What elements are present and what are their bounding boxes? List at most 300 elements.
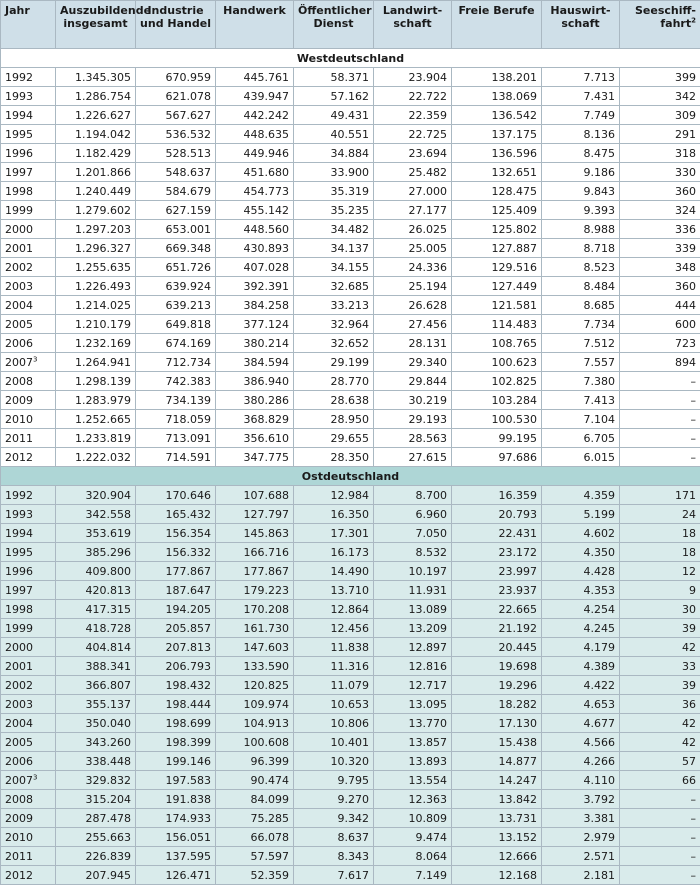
- column-header-label: Auszubildende insgesamt: [60, 4, 151, 30]
- value-cell: 718.059: [136, 410, 216, 429]
- year-cell: [1, 410, 56, 429]
- table-row: [1, 87, 700, 106]
- year-cell: [1, 334, 56, 353]
- value-cell: 137.595: [136, 847, 216, 866]
- value-cell: 420.813: [56, 581, 136, 600]
- value-cell: 11.838: [294, 638, 374, 657]
- year-cell: [1, 429, 56, 448]
- value-cell: 567.627: [136, 106, 216, 125]
- section-title: Westdeutschland: [1, 49, 700, 68]
- value-cell: 52.359: [216, 866, 294, 885]
- value-cell: 3.381: [542, 809, 620, 828]
- column-header-label: Industrie und Handel: [140, 4, 211, 30]
- year-label: 1995: [5, 546, 33, 559]
- value-cell: 100.530: [452, 410, 542, 429]
- year-label: 2009: [5, 394, 33, 407]
- year-label: 2012: [5, 869, 33, 882]
- year-label: 1994: [5, 109, 33, 122]
- table-row: [1, 296, 700, 315]
- table-row: [1, 334, 700, 353]
- value-cell: 104.913: [216, 714, 294, 733]
- value-cell: 536.532: [136, 125, 216, 144]
- table-row: [1, 543, 700, 562]
- value-cell: 22.722: [374, 87, 452, 106]
- value-cell: 28.131: [374, 334, 452, 353]
- value-cell: 4.653: [542, 695, 620, 714]
- value-cell: 651.726: [136, 258, 216, 277]
- year-cell: [1, 771, 56, 790]
- value-cell: 23.694: [374, 144, 452, 163]
- value-cell: 226.839: [56, 847, 136, 866]
- value-cell: 12.897: [374, 638, 452, 657]
- value-cell: 109.974: [216, 695, 294, 714]
- value-cell: –: [620, 429, 700, 448]
- value-cell: 12.168: [452, 866, 542, 885]
- year-label: 2010: [5, 831, 33, 844]
- value-cell: 9.342: [294, 809, 374, 828]
- column-header-label: Hauswirt-schaft: [550, 4, 610, 30]
- value-cell: 207.813: [136, 638, 216, 657]
- value-cell: 108.765: [452, 334, 542, 353]
- value-cell: 9.795: [294, 771, 374, 790]
- table-row: [1, 657, 700, 676]
- table-row: [1, 486, 700, 505]
- value-cell: 404.814: [56, 638, 136, 657]
- value-cell: 639.213: [136, 296, 216, 315]
- value-cell: 13.152: [452, 828, 542, 847]
- value-cell: 49.431: [294, 106, 374, 125]
- value-cell: 23.997: [452, 562, 542, 581]
- value-cell: 25.005: [374, 239, 452, 258]
- value-cell: –: [620, 828, 700, 847]
- value-cell: 25.194: [374, 277, 452, 296]
- table-row: [1, 372, 700, 391]
- year-cell: [1, 543, 56, 562]
- value-cell: 13.857: [374, 733, 452, 752]
- table-row: [1, 828, 700, 847]
- value-cell: 1.297.203: [56, 220, 136, 239]
- value-cell: 12.363: [374, 790, 452, 809]
- value-cell: 156.354: [136, 524, 216, 543]
- table-row: [1, 562, 700, 581]
- value-cell: 399: [620, 68, 700, 87]
- year-cell: [1, 581, 56, 600]
- year-cell: [1, 638, 56, 657]
- value-cell: 430.893: [216, 239, 294, 258]
- value-cell: 439.947: [216, 87, 294, 106]
- value-cell: 380.214: [216, 334, 294, 353]
- value-cell: 4.350: [542, 543, 620, 562]
- year-label: 1996: [5, 565, 33, 578]
- value-cell: 669.348: [136, 239, 216, 258]
- value-cell: 147.603: [216, 638, 294, 657]
- footnote-marker: 3: [33, 773, 37, 781]
- year-label: 1993: [5, 508, 33, 521]
- value-cell: 13.209: [374, 619, 452, 638]
- table-row: [1, 68, 700, 87]
- value-cell: 384.258: [216, 296, 294, 315]
- year-cell: [1, 486, 56, 505]
- value-cell: 114.483: [452, 315, 542, 334]
- value-cell: 132.651: [452, 163, 542, 182]
- value-cell: 342: [620, 87, 700, 106]
- value-cell: 712.734: [136, 353, 216, 372]
- year-label: 2004: [5, 299, 33, 312]
- table-row: [1, 714, 700, 733]
- year-cell: [1, 714, 56, 733]
- value-cell: 8.484: [542, 277, 620, 296]
- value-cell: 8.685: [542, 296, 620, 315]
- value-cell: 8.523: [542, 258, 620, 277]
- year-label: 2001: [5, 242, 33, 255]
- value-cell: 29.193: [374, 410, 452, 429]
- value-cell: 125.409: [452, 201, 542, 220]
- value-cell: 7.713: [542, 68, 620, 87]
- year-label: 2005: [5, 736, 33, 749]
- value-cell: 7.557: [542, 353, 620, 372]
- value-cell: 4.428: [542, 562, 620, 581]
- value-cell: 15.438: [452, 733, 542, 752]
- year-label: 1998: [5, 603, 33, 616]
- value-cell: 107.688: [216, 486, 294, 505]
- value-cell: 137.175: [452, 125, 542, 144]
- column-header-label: Öffentlicher Dienst: [298, 4, 372, 30]
- value-cell: 16.350: [294, 505, 374, 524]
- value-cell: 127.449: [452, 277, 542, 296]
- year-label: 2001: [5, 660, 33, 673]
- value-cell: 10.320: [294, 752, 374, 771]
- east-section: [1, 467, 700, 885]
- value-cell: 714.591: [136, 448, 216, 467]
- value-cell: 10.401: [294, 733, 374, 752]
- table-row: [1, 619, 700, 638]
- west-section: [1, 49, 700, 467]
- value-cell: 670.959: [136, 68, 216, 87]
- value-cell: 128.475: [452, 182, 542, 201]
- year-cell: [1, 809, 56, 828]
- value-cell: 338.448: [56, 752, 136, 771]
- value-cell: 366.807: [56, 676, 136, 695]
- value-cell: 29.340: [374, 353, 452, 372]
- value-cell: 20.793: [452, 505, 542, 524]
- year-cell: [1, 676, 56, 695]
- value-cell: 22.665: [452, 600, 542, 619]
- value-cell: 4.422: [542, 676, 620, 695]
- value-cell: 170.646: [136, 486, 216, 505]
- value-cell: 384.594: [216, 353, 294, 372]
- value-cell: 18: [620, 524, 700, 543]
- column-header-label: Seeschiff-fahrt: [635, 4, 696, 30]
- value-cell: 10.809: [374, 809, 452, 828]
- value-cell: 28.638: [294, 391, 374, 410]
- value-cell: 12.666: [452, 847, 542, 866]
- value-cell: 347.775: [216, 448, 294, 467]
- value-cell: 28.563: [374, 429, 452, 448]
- value-cell: 156.332: [136, 543, 216, 562]
- year-cell: [1, 258, 56, 277]
- value-cell: 639.924: [136, 277, 216, 296]
- value-cell: 57: [620, 752, 700, 771]
- value-cell: 29.844: [374, 372, 452, 391]
- value-cell: 27.177: [374, 201, 452, 220]
- value-cell: 9.270: [294, 790, 374, 809]
- value-cell: 13.089: [374, 600, 452, 619]
- value-cell: 1.201.866: [56, 163, 136, 182]
- value-cell: 1.210.179: [56, 315, 136, 334]
- value-cell: 12.717: [374, 676, 452, 695]
- year-label: 2011: [5, 850, 33, 863]
- value-cell: 9: [620, 581, 700, 600]
- table-row: [1, 201, 700, 220]
- column-header-od: [294, 1, 374, 49]
- value-cell: 455.142: [216, 201, 294, 220]
- value-cell: 355.137: [56, 695, 136, 714]
- value-cell: 7.617: [294, 866, 374, 885]
- value-cell: 353.619: [56, 524, 136, 543]
- year-cell: [1, 524, 56, 543]
- value-cell: 127.887: [452, 239, 542, 258]
- year-label: 2005: [5, 318, 33, 331]
- table-row: [1, 752, 700, 771]
- value-cell: 12.864: [294, 600, 374, 619]
- year-label: 1995: [5, 128, 33, 141]
- year-cell: [1, 163, 56, 182]
- value-cell: 8.475: [542, 144, 620, 163]
- value-cell: 713.091: [136, 429, 216, 448]
- value-cell: 103.284: [452, 391, 542, 410]
- value-cell: 742.383: [136, 372, 216, 391]
- value-cell: 1.296.327: [56, 239, 136, 258]
- value-cell: 100.608: [216, 733, 294, 752]
- value-cell: 348: [620, 258, 700, 277]
- table-row: [1, 144, 700, 163]
- value-cell: 194.205: [136, 600, 216, 619]
- value-cell: 19.698: [452, 657, 542, 676]
- year-label: 2009: [5, 812, 33, 825]
- value-cell: 1.226.627: [56, 106, 136, 125]
- year-cell: [1, 239, 56, 258]
- value-cell: 27.000: [374, 182, 452, 201]
- value-cell: 13.770: [374, 714, 452, 733]
- value-cell: 8.718: [542, 239, 620, 258]
- year-cell: [1, 144, 56, 163]
- year-label: 2002: [5, 261, 33, 274]
- value-cell: 102.825: [452, 372, 542, 391]
- value-cell: 40.551: [294, 125, 374, 144]
- table-row: [1, 429, 700, 448]
- value-cell: –: [620, 809, 700, 828]
- value-cell: 33.213: [294, 296, 374, 315]
- footnote-marker: 2: [691, 16, 696, 24]
- year-cell: [1, 68, 56, 87]
- value-cell: 198.444: [136, 695, 216, 714]
- value-cell: 7.431: [542, 87, 620, 106]
- value-cell: 18: [620, 543, 700, 562]
- year-cell: [1, 600, 56, 619]
- value-cell: 1.298.139: [56, 372, 136, 391]
- value-cell: 528.513: [136, 144, 216, 163]
- value-cell: 171: [620, 486, 700, 505]
- value-cell: 120.825: [216, 676, 294, 695]
- year-cell: [1, 372, 56, 391]
- value-cell: 12.456: [294, 619, 374, 638]
- value-cell: 448.560: [216, 220, 294, 239]
- table-row: [1, 410, 700, 429]
- value-cell: 24.336: [374, 258, 452, 277]
- column-header-hw: [216, 1, 294, 49]
- year-label: 2012: [5, 451, 33, 464]
- value-cell: 138.201: [452, 68, 542, 87]
- year-label: 2008: [5, 375, 33, 388]
- value-cell: 26.025: [374, 220, 452, 239]
- value-cell: 445.761: [216, 68, 294, 87]
- value-cell: 30.219: [374, 391, 452, 410]
- value-cell: 206.793: [136, 657, 216, 676]
- value-cell: 1.283.979: [56, 391, 136, 410]
- value-cell: 449.946: [216, 144, 294, 163]
- table-row: [1, 676, 700, 695]
- value-cell: 14.490: [294, 562, 374, 581]
- table-row: [1, 315, 700, 334]
- year-label: 1998: [5, 185, 33, 198]
- column-header-label: Jahr: [5, 4, 30, 17]
- value-cell: 894: [620, 353, 700, 372]
- year-label: 1994: [5, 527, 33, 540]
- year-cell: [1, 847, 56, 866]
- column-header-hws: [542, 1, 620, 49]
- year-label: 1999: [5, 204, 33, 217]
- value-cell: 600: [620, 315, 700, 334]
- section-title-row: [1, 49, 700, 68]
- value-cell: –: [620, 790, 700, 809]
- value-cell: 13.731: [452, 809, 542, 828]
- table-row: [1, 790, 700, 809]
- year-cell: [1, 125, 56, 144]
- value-cell: 35.235: [294, 201, 374, 220]
- value-cell: 17.301: [294, 524, 374, 543]
- value-cell: 1.286.754: [56, 87, 136, 106]
- value-cell: –: [620, 448, 700, 467]
- column-header-fb: [452, 1, 542, 49]
- value-cell: 318: [620, 144, 700, 163]
- value-cell: 329.832: [56, 771, 136, 790]
- year-label: 2000: [5, 641, 33, 654]
- value-cell: 205.857: [136, 619, 216, 638]
- value-cell: 4.353: [542, 581, 620, 600]
- value-cell: 42: [620, 714, 700, 733]
- section-title: Ostdeutschland: [1, 467, 700, 486]
- value-cell: 23.904: [374, 68, 452, 87]
- year-cell: [1, 752, 56, 771]
- value-cell: 27.615: [374, 448, 452, 467]
- value-cell: 75.285: [216, 809, 294, 828]
- value-cell: 174.933: [136, 809, 216, 828]
- value-cell: 32.652: [294, 334, 374, 353]
- value-cell: –: [620, 372, 700, 391]
- value-cell: 22.359: [374, 106, 452, 125]
- value-cell: 22.431: [452, 524, 542, 543]
- value-cell: 97.686: [452, 448, 542, 467]
- value-cell: 4.602: [542, 524, 620, 543]
- year-label: 1997: [5, 584, 33, 597]
- value-cell: 4.245: [542, 619, 620, 638]
- header-row: [1, 1, 700, 49]
- value-cell: 1.222.032: [56, 448, 136, 467]
- value-cell: 11.316: [294, 657, 374, 676]
- year-label: 1992: [5, 71, 33, 84]
- value-cell: 627.159: [136, 201, 216, 220]
- value-cell: 1.182.429: [56, 144, 136, 163]
- value-cell: 39: [620, 676, 700, 695]
- value-cell: 12.816: [374, 657, 452, 676]
- value-cell: 418.728: [56, 619, 136, 638]
- value-cell: 7.512: [542, 334, 620, 353]
- value-cell: 16.173: [294, 543, 374, 562]
- value-cell: 4.110: [542, 771, 620, 790]
- value-cell: 4.566: [542, 733, 620, 752]
- column-header-label: Handwerk: [223, 4, 286, 17]
- value-cell: 6.015: [542, 448, 620, 467]
- value-cell: 448.635: [216, 125, 294, 144]
- column-header-year: [1, 1, 56, 49]
- year-cell: [1, 733, 56, 752]
- year-cell: [1, 619, 56, 638]
- value-cell: 145.863: [216, 524, 294, 543]
- value-cell: 207.945: [56, 866, 136, 885]
- value-cell: 136.596: [452, 144, 542, 163]
- value-cell: 350.040: [56, 714, 136, 733]
- value-cell: 90.474: [216, 771, 294, 790]
- value-cell: 1.232.169: [56, 334, 136, 353]
- year-cell: [1, 87, 56, 106]
- value-cell: 7.050: [374, 524, 452, 543]
- value-cell: 27.456: [374, 315, 452, 334]
- value-cell: 177.867: [216, 562, 294, 581]
- value-cell: 8.343: [294, 847, 374, 866]
- value-cell: 18.282: [452, 695, 542, 714]
- value-cell: 165.432: [136, 505, 216, 524]
- value-cell: 21.192: [452, 619, 542, 638]
- value-cell: 125.802: [452, 220, 542, 239]
- table-row: [1, 106, 700, 125]
- value-cell: 96.399: [216, 752, 294, 771]
- value-cell: 342.558: [56, 505, 136, 524]
- value-cell: 2.979: [542, 828, 620, 847]
- value-cell: 14.247: [452, 771, 542, 790]
- table-row: [1, 771, 700, 790]
- year-cell: [1, 182, 56, 201]
- year-cell: [1, 106, 56, 125]
- value-cell: 1.255.635: [56, 258, 136, 277]
- value-cell: 8.532: [374, 543, 452, 562]
- value-cell: 13.554: [374, 771, 452, 790]
- table-row: [1, 163, 700, 182]
- value-cell: 734.139: [136, 391, 216, 410]
- value-cell: 23.172: [452, 543, 542, 562]
- year-label: 2006: [5, 337, 33, 350]
- value-cell: 388.341: [56, 657, 136, 676]
- value-cell: 8.988: [542, 220, 620, 239]
- value-cell: 198.699: [136, 714, 216, 733]
- value-cell: 621.078: [136, 87, 216, 106]
- value-cell: 25.482: [374, 163, 452, 182]
- value-cell: 1.240.449: [56, 182, 136, 201]
- value-cell: 129.516: [452, 258, 542, 277]
- value-cell: 34.155: [294, 258, 374, 277]
- year-label: 2007: [5, 774, 33, 787]
- year-cell: [1, 391, 56, 410]
- table-row: [1, 695, 700, 714]
